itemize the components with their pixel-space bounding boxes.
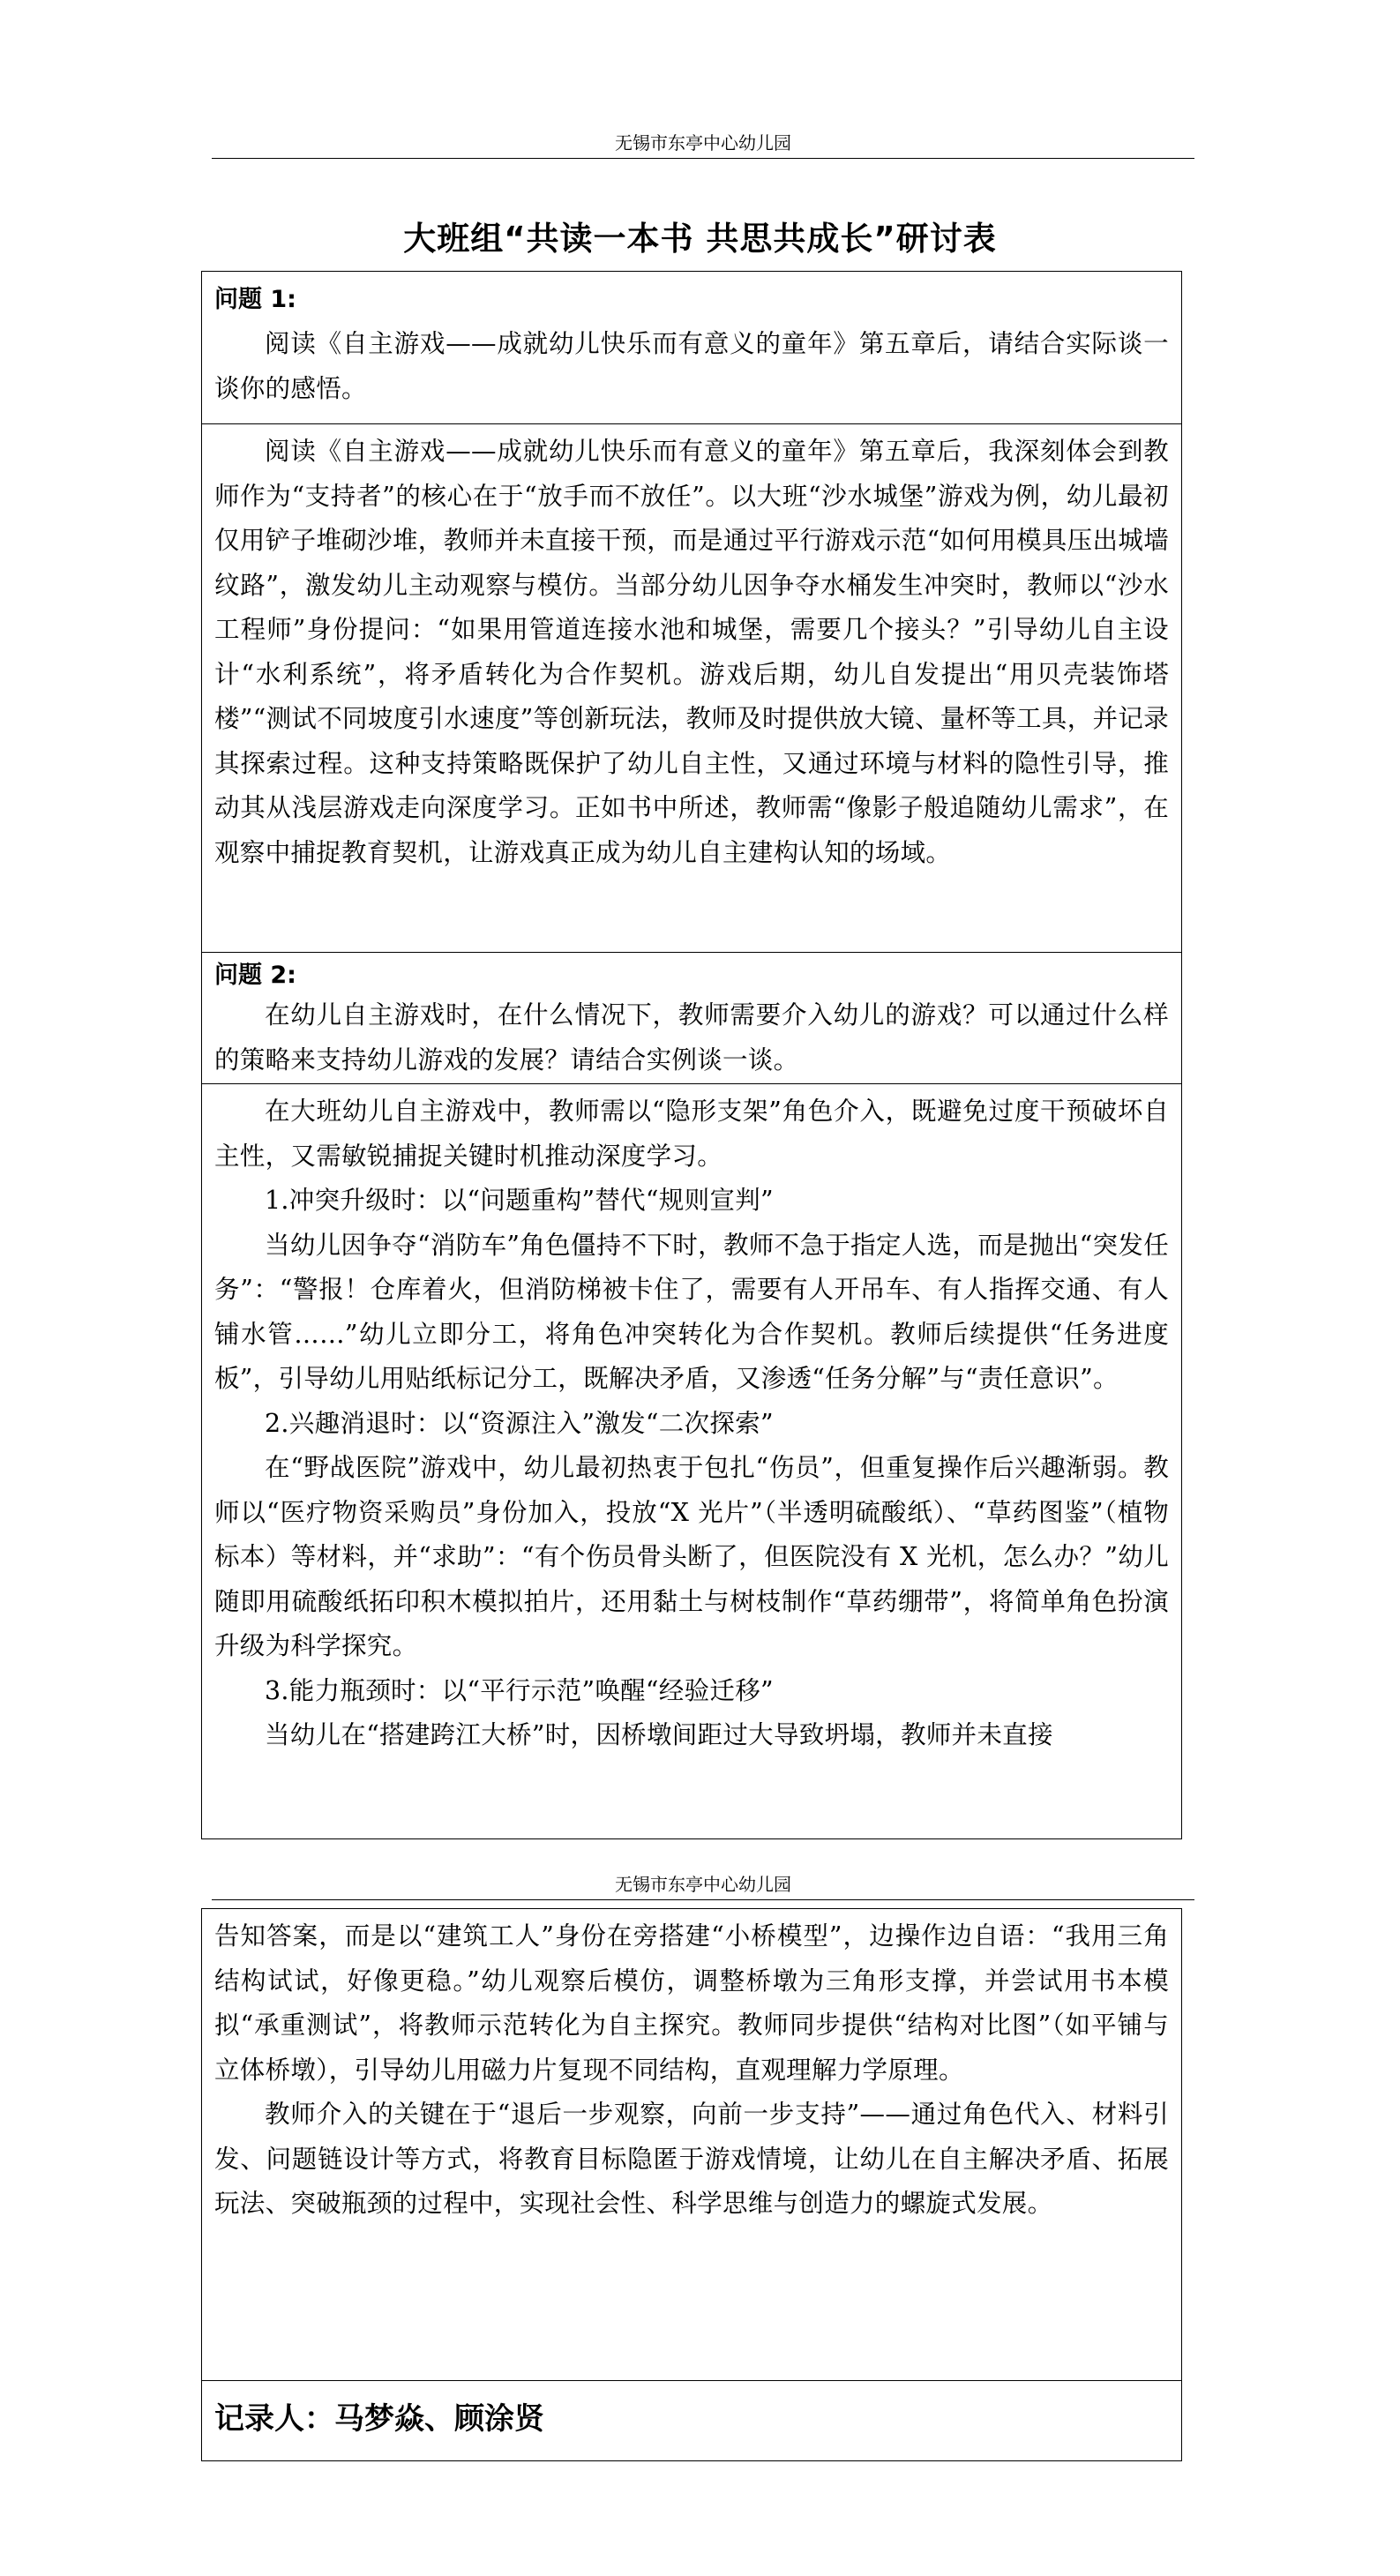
answer-2-heading-2: 2.兴趣消退时：以“资源注入”激发“二次探索” <box>265 1408 774 1438</box>
answer-2-paragraph-3-start: 当幼儿在“搭建跨江大桥”时，因桥墩间距过大导致坍塌，教师并未直接 <box>265 1720 1053 1749</box>
answer-1-text: 阅读《自主游戏——成就幼儿快乐而有意义的童年》第五章后，我深刻体会到教师作为“支持者”的核心在于“放手而不放任”。以大班“沙水城堡”游戏为例，幼儿最初仅用铲子堆砌沙堆，教师并未直接干预，而是通过平行游戏示范“如何用模具压出城墙纹路”，激发幼儿主动观察与模仿。当部分幼儿因争夺水桶发生冲突时，教师以“沙水工程师”身份提问：“如果用管道连接水池和城堡，需要几个接头？”引导幼儿自主设计“水利系统”，将矛盾转化为合作契机。游戏后期，幼儿自发提出“用贝壳装饰塔楼”“测试不同坡度引水速度”等创新玩法，教师及时提供放大镜、量杯等工具，并记录其探索过程。这种支持策略既保护了幼儿自主性，又通过环境与材料的隐性引导，推动其从浅层游戏走向深度学习。正如书中所述，教师需“像影子般追随幼儿需求”，在观察中捕捉教育契机，让游戏真正成为幼儿自主建构认知的场域。 <box>214 437 1169 867</box>
answer-2-heading-1: 1.冲突升级时：以“问题重构”替代“规则宣判” <box>265 1186 774 1215</box>
page-header-school: 无锡市东亭中心幼儿园 <box>615 132 791 154</box>
recorder-cell <box>202 2381 1181 2460</box>
answer-1-cell <box>202 424 1181 953</box>
answer-2-paragraph-3-continued: 告知答案，而是以“建筑工人”身份在旁搭建“小桥模型”，边操作边自语：“我用三角结构试试，好像更稳。”幼儿观察后模仿，调整桥墩为三角形支撑，并尝试用书本模拟“承重测试”，将教师示范转化为自主探究。教师同步提供“结构对比图”（如平铺与立体桥墩），引导幼儿用磁力片复现不同结构，直观理解力学原理。 <box>214 1921 1169 2085</box>
question-2-label: 问题 2: <box>214 962 296 989</box>
answer-2-paragraph-2: 在“野战医院”游戏中，幼儿最初热衷于包扎“伤员”，但重复操作后兴趣渐弱。教师以“医疗物资采购员”身份加入，投放“X 光片”（半透明硫酸纸）、“草药图鉴”（植物标本）等材料，并“求助”：“有个伤员骨头断了，但医院没有 X 光机，怎么办？”幼儿随即用硫酸纸拓印积木模拟拍片，还用黏土与树枝制作“草药绷带”，将简单角色扮演升级为科学探究。 <box>214 1453 1169 1660</box>
page-2-header-rule <box>212 1899 1194 1900</box>
discussion-table-page2 <box>201 1908 1182 2461</box>
question-1-cell <box>202 272 1181 424</box>
question-2-text: 在幼儿自主游戏时，在什么情况下，教师需要介入幼儿的游戏？可以通过什么样的策略来支持幼儿游戏的发展？请结合实例谈一谈。 <box>214 1000 1169 1075</box>
discussion-table-page1 <box>201 271 1182 1839</box>
question-2-cell <box>202 953 1181 1084</box>
answer-2-heading-3: 3.能力瓶颈时：以“平行示范”唤醒“经验迁移” <box>265 1675 774 1705</box>
page-header-rule <box>212 158 1194 159</box>
question-1-text: 阅读《自主游戏——成就幼儿快乐而有意义的童年》第五章后，请结合实际谈一谈你的感悟。 <box>214 329 1169 403</box>
answer-2-conclusion: 教师介入的关键在于“退后一步观察，向前一步支持”——通过角色代入、材料引发、问题链设计等方式，将教育目标隐匿于游戏情境，让幼儿在自主解决矛盾、拓展玩法、突破瓶颈的过程中，实现社会性、科学思维与创造力的螺旋式发展。 <box>214 2100 1169 2218</box>
answer-2-intro: 在大班幼儿自主游戏中，教师需以“隐形支架”角色介入，既避免过度干预破坏自主性，又需敏锐捕捉关键时机推动深度学习。 <box>214 1097 1169 1171</box>
page-2-header-school: 无锡市东亭中心幼儿园 <box>615 1874 791 1895</box>
question-1-label: 问题 1: <box>214 286 296 313</box>
answer-2-paragraph-1: 当幼儿因争夺“消防车”角色僵持不下时，教师不急于指定人选，而是抛出“突发任务”：“警报！仓库着火，但消防梯被卡住了，需要有人开吊车、有人指挥交通、有人铺水管……”幼儿立即分工，将角色冲突转化为合作契机。教师后续提供“任务进度板”，引导幼儿用贴纸标记分工，既解决矛盾，又渗透“任务分解”与“责任意识”。 <box>214 1230 1169 1393</box>
answer-2-cell-part1 <box>202 1084 1181 1838</box>
answer-2-cell-part2 <box>202 1909 1181 2381</box>
document-title: 大班组“共读一本书 共思共成长”研讨表 <box>403 220 997 258</box>
recorder-names: 记录人：马梦焱、顾涂贤 <box>214 2401 544 2437</box>
